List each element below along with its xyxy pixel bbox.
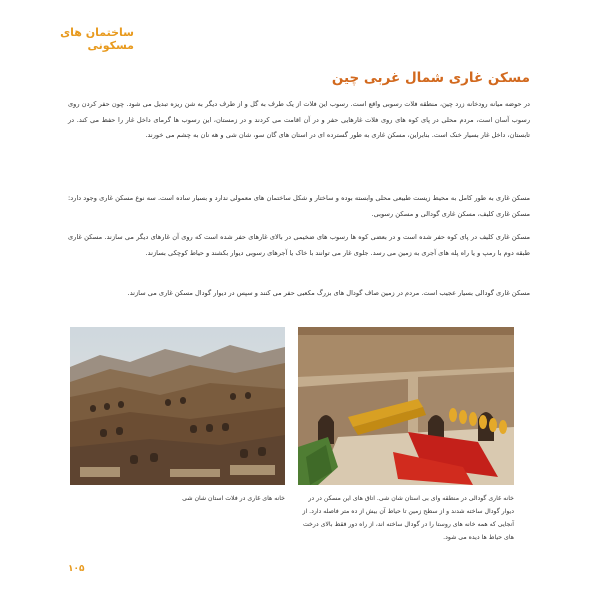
sunken-courtyard-dwelling-photo [298, 327, 514, 485]
paragraph-3: مسکن غاری کلیف در پای کوه حفر شده است و در بعضی کوه ها رسوب های ضخیمی در بالای غارهای حفر شده است که روی آن غارهای دیگر می سازند. مسکن غاری طبقه دوم با رمپ و یا راه پله های آجری به زمین می رسد. جلوی غار می توانند با خاک یا آجرهای رسوبی دیوار بکشند و حیاط کوچکی بسازند. [68, 233, 530, 257]
paragraph-1: در حوضه میانه رودخانه زرد چین، منطقه فلات رسوبی واقع است. رسوب این فلات از یک طرف به گل و از طرف دیگر به شن ریزه تبدیل می شود. چون حفر کردن روی رسوب آسان است، مردم محلی در پای کوه های روی فلات غارهایی حفر و در آن اقامت می کردند و در زمستان، این رسوب ها گرمای داخل غار را حفظ می کند. در تابستان، داخل غار بسیار خنک است. بنابراین، مسکن غاری به طور گسترده ای در استان های گان سو، شان شی و هه نان به چشم می خورند. [68, 100, 530, 139]
right-photo-caption: خانه غاری گودالی در منطقه وای بی استان شان شی. اتاق های این مسکن در در دیوار گودال ساخته شدند و از سطح زمین تا حیاط آن بیش از ده متر فاصله دارد. از آنجایی که همه خانه های روستا را در گودال ساخته اند، از راه دور فقط بالای درخت های حیاط ها دیده می شود. [302, 495, 514, 541]
left-photo-caption: خانه های غاری در فلات استان شان شی [182, 495, 285, 502]
section-label: ساختمان های مسکونی [60, 26, 134, 52]
article-title: مسکن غاری شمال غربی چین [331, 70, 530, 86]
page-number: ۱۰۵ [68, 564, 85, 574]
paragraph-2: مسکن غاری به طور کامل به محیط زیست طبیعی محلی وابسته بوده و ساختار و شکل ساختمان های معمولی ندارد و بسیار ساده است. سه نوع مسکن غاری وجود دارد: مسکن غاری کلیف، مسکن غاری گودالی و مسکن رسوبی. [68, 194, 530, 218]
paragraph-4: مسکن غاری گودالی بسیار عجیب است. مردم در زمین صاف گودال های بزرگ مکعبی حفر می کنند و سپس در دیوار گودال مسکن غاری می سازند. [127, 289, 530, 297]
loess-plateau-cave-dwellings-photo [70, 327, 285, 485]
